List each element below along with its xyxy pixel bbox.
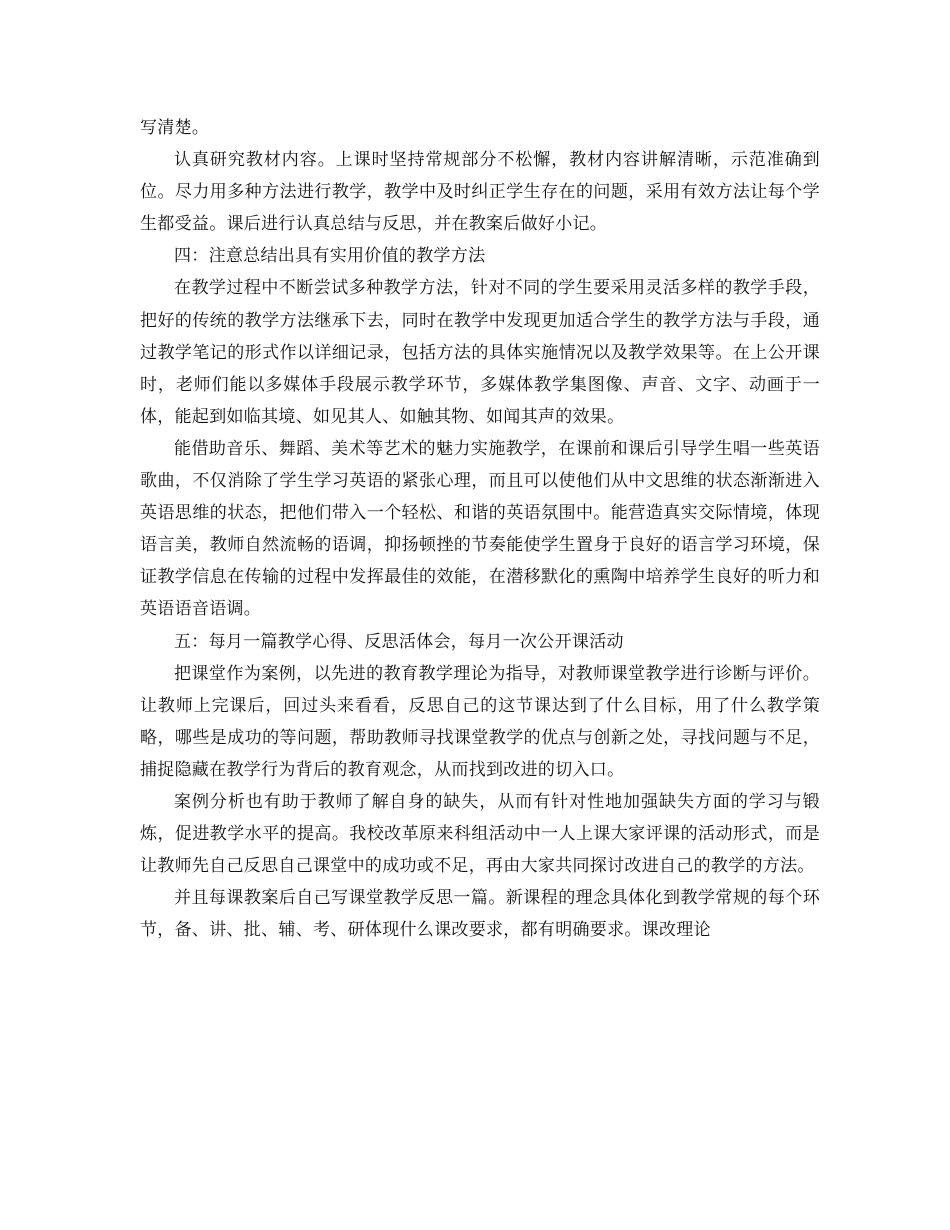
paragraph-study-materials: 认真研究教材内容。上课时坚持常规部分不松懈，教材内容讲解清晰，示范准确到位。尽力用多种方法进行教学，教学中及时纠正学生存在的问题，采用有效方法让每个学生都受益。课后进行认真总结与反思，并在教案后做好小记。: [140, 150, 820, 235]
section-heading-four: 四：注意总结出具有实用价值的教学方法: [174, 246, 486, 267]
paragraph-case-analysis: 案例分析也有助于教师了解自身的缺失，从而有针对性地加强缺失方面的学习与锻炼，促进教学水平的提高。我校改革原来科组活动中一人上课大家评课的活动形式，而是让教师先自己反思自己课堂中的成功或不足，再由大家共同探讨改进自己的教学的方法。: [140, 791, 820, 877]
paragraph-arts-teaching: 能借助音乐、舞蹈、美术等艺术的魅力实施教学，在课前和课后引导学生唱一些英语歌曲，不仅消除了学生学习英语的紧张心理，而且可以使他们从中文思维的状态渐渐进入英语思维的状态，把他们带入一个轻松、和谐的英语氛围中。能营造真实交际情境，体现语言美，教师自然流畅的语调，抑扬顿挫的节奏能使学生置身于良好的语言学习环境，保证教学信息在传输的过程中发挥最佳的效能，在潜移默化的熏陶中培养学生良好的听力和英语语音语调。: [140, 438, 820, 620]
document-body: [140, 112, 820, 946]
paragraph-lesson-reflection: 并且每课教案后自己写课堂教学反思一篇。新课程的理念具体化到教学常规的每个环节，备、讲、批、辅、考、研体现什么课改要求，都有明确要求。课改理论: [140, 888, 820, 941]
paragraph-classroom-case: 把课堂作为案例，以先进的教育教学理论为指导，对教师课堂教学进行诊断与评价。让教师上完课后，回过头来看看，反思自己的这节课达到了什么目标，用了什么教学策略，哪些是成功的等问题，帮助教师寻找课堂教学的优点与创新之处，寻找问题与不足，捕捉隐藏在教学行为背后的教育观念，从而找到改进的切入口。: [140, 663, 820, 780]
section-heading-five: 五：每月一篇教学心得、反思活体会，每月一次公开课活动: [174, 631, 624, 652]
paragraph-teaching-methods: 在教学过程中不断尝试多种教学方法，针对不同的学生要采用灵活多样的教学手段，把好的传统的教学方法继承下去，同时在教学中发现更加适合学生的教学方法与手段，通过教学笔记的形式作以详细记录，包括方法的具体实施情况以及教学效果等。在上公开课时，老师们能以多媒体手段展示教学环节，多媒体教学集图像、声音、文字、动画于一体，能起到如临其境、如见其人、如触其物、如闻其声的效果。: [140, 278, 820, 427]
paragraph-continuation: 写清楚。: [140, 118, 210, 138]
